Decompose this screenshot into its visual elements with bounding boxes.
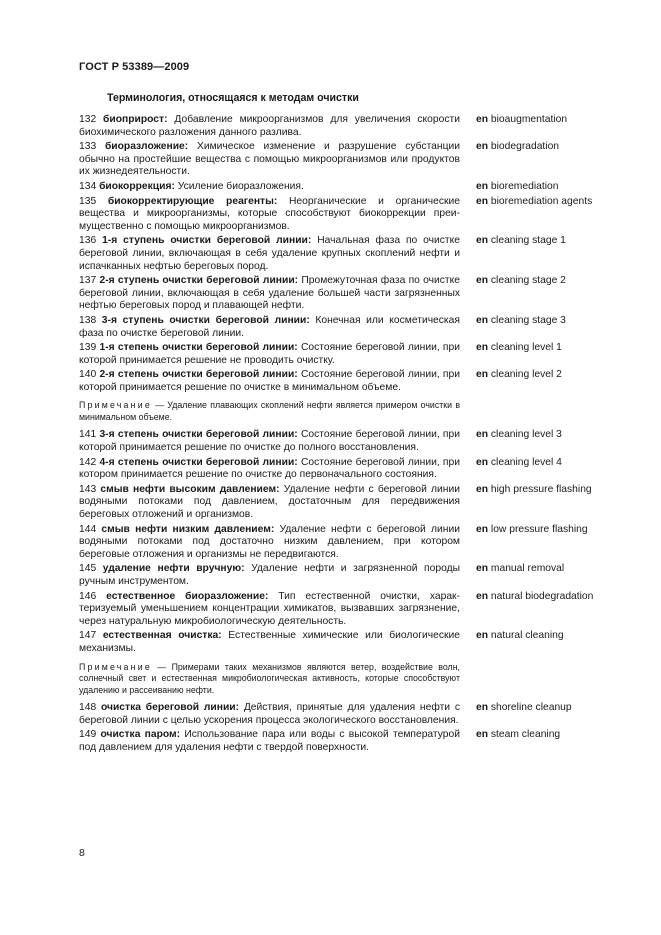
term-text: Состояние береговой линии, при которой принимается решение не проводить очистку. [79, 342, 460, 366]
term-number: 143 [79, 483, 97, 495]
section-title: Терминология, относящаяся к методам очистки [107, 92, 359, 104]
term-text: Естественные химические или биологические механизмы. [79, 630, 460, 654]
english-term: natural cleaning [490, 630, 564, 642]
term-entry [79, 114, 619, 139]
term-name: 1-я степень очистки береговой линии: [99, 342, 298, 354]
term-number: 148 [79, 702, 97, 714]
language-code: en [476, 141, 489, 153]
term-number: 135 [79, 195, 97, 207]
term-entry [79, 484, 619, 522]
term-name: 2-я степень очистки береговой линии: [99, 369, 298, 381]
term-number: 133 [79, 141, 97, 153]
english-term: cleaning level 2 [490, 369, 562, 381]
term-definition [79, 563, 460, 588]
term-number: 137 [79, 275, 97, 287]
term-text: Состояние береговой линии, при котором принимается решение по очистке до первоначального состояния. [79, 456, 460, 481]
term-name: естественная очистка: [102, 630, 222, 642]
note-label: Примечание [79, 661, 152, 672]
term-text: Удаление нефти и загрязненной породы ручным инструментом. [79, 563, 460, 587]
english-term: bioremediation agents [490, 195, 593, 207]
english-term: high pressure flashing [490, 483, 592, 495]
term-entry [79, 141, 619, 179]
term-name: 4-я степень очистки береговой линии: [99, 456, 298, 468]
term-entry [79, 275, 619, 313]
term-number: 142 [79, 456, 97, 468]
term-entry [79, 729, 619, 754]
english-equivalent [476, 630, 619, 655]
english-term: natural biodegradation [490, 590, 594, 602]
language-code: en [476, 369, 489, 381]
term-name: очистка береговой линии: [100, 702, 240, 714]
language-code: en [476, 456, 489, 468]
term-entry [79, 563, 619, 588]
english-equivalent [476, 181, 619, 194]
term-definition [79, 114, 460, 139]
language-code: en [476, 702, 489, 714]
language-code: en [476, 180, 489, 192]
term-definition [79, 235, 460, 273]
term-name: очистка паром: [100, 729, 181, 741]
term-number: 134 [79, 180, 97, 192]
term-name: 3-я степень очистки береговой линии: [99, 429, 298, 441]
term-entry [79, 369, 619, 394]
term-name: 1-я ступень очистки береговой линии: [102, 235, 312, 247]
english-equivalent [476, 369, 619, 394]
english-equivalent [476, 484, 619, 522]
language-code: en [476, 563, 489, 575]
term-text: Промежуточная фаза по очистке береговой линии, включающая в себя удаление большей части загрязненных нефтью береговых пород и плавающей нефти. [79, 275, 460, 312]
term-text: Добавление микроорганизмов для увеличения скорости биохимического разложения данного разлива. [79, 114, 460, 138]
note [79, 400, 460, 423]
term-text: Конечная или косметическая фаза по очистке береговой линии. [79, 314, 460, 339]
language-code: en [476, 235, 489, 247]
english-equivalent [476, 235, 619, 273]
language-code: en [476, 523, 489, 535]
term-definition [79, 630, 460, 655]
english-equivalent [476, 315, 619, 340]
term-definition [79, 729, 460, 754]
term-definition [79, 369, 460, 394]
term-entry [79, 342, 619, 367]
english-term: bioremediation [490, 180, 559, 192]
english-equivalent [476, 524, 619, 562]
term-definition [79, 315, 460, 340]
language-code: en [476, 729, 489, 741]
english-term: cleaning level 1 [490, 342, 562, 354]
term-definition [79, 484, 460, 522]
term-text: Усиление биоразложения. [177, 180, 304, 192]
term-text: Состояние береговой линии, при которой принимается решение по очистке до полного восстановления. [79, 429, 460, 454]
term-number: 140 [79, 369, 97, 381]
term-number: 139 [79, 342, 97, 354]
term-definition [79, 196, 460, 234]
term-number: 145 [79, 563, 97, 575]
term-list [79, 114, 619, 756]
term-definition [79, 342, 460, 367]
term-name: 3-я ступень очистки береговой линии: [101, 314, 310, 326]
term-name: 2-я ступень очистки береговой линии: [99, 275, 299, 287]
term-text: Химическое изменение и разрушение субстанции обычно на простейшие вещества с помощью микроорганизмов или продуктов их жизнедеятельности. [79, 141, 460, 178]
term-entry [79, 315, 619, 340]
language-code: en [476, 342, 489, 354]
term-name: естественное биоразложение: [106, 590, 269, 602]
english-equivalent [476, 114, 619, 139]
note-text: — Удаление плавающих скоплений нефти является примером очистки в минимальном объеме. [79, 400, 461, 422]
term-entry [79, 196, 619, 234]
english-equivalent [476, 275, 619, 313]
english-equivalent [476, 141, 619, 179]
term-definition [79, 181, 460, 194]
language-code: en [476, 429, 489, 441]
language-code: en [476, 314, 489, 326]
term-definition [79, 275, 460, 313]
english-term: steam cleaning [490, 729, 561, 741]
term-text: Удаление нефти с береговой линии водяными потоками под давлением, достаточным для передвижения береговых отложений и организмов. [79, 483, 460, 521]
term-name: удаление нефти вручную: [102, 563, 245, 575]
term-name: биоразложение: [104, 141, 189, 153]
term-number: 141 [79, 429, 97, 441]
language-code: en [476, 630, 489, 642]
english-term: biodegradation [490, 141, 560, 153]
english-equivalent [476, 342, 619, 367]
term-number: 147 [79, 630, 97, 642]
english-term: low pressure flashing [490, 523, 588, 535]
english-equivalent [476, 563, 619, 588]
english-equivalent [476, 702, 619, 727]
language-code: en [476, 590, 489, 602]
term-text: Действия, принятые для удаления нефти с береговой линии с целью ускорения процесса экологического восстановления. [79, 702, 460, 726]
document-code: ГОСТ Р 53389—2009 [79, 61, 190, 73]
english-equivalent [476, 429, 619, 454]
term-definition [79, 702, 460, 727]
term-entry [79, 524, 619, 562]
term-text: Использование пара или воды с высокой температурой под давлением для удаления нефти с твердой поверхности. [79, 729, 460, 753]
term-entry [79, 591, 619, 629]
term-entry [79, 702, 619, 727]
term-text: Удаление нефти с береговой линии водяными потоками под достаточно низким давлением, при котором береговые отложения и организмы не передвигаются. [79, 523, 460, 560]
english-term: bioaugmentation [490, 114, 568, 125]
language-code: en [476, 275, 489, 287]
term-definition [79, 141, 460, 179]
language-code: en [476, 114, 489, 125]
term-name: биокорректирующие реагенты: [107, 195, 278, 207]
term-number: 144 [79, 523, 97, 535]
term-number: 138 [79, 314, 97, 326]
term-number: 146 [79, 590, 97, 602]
english-term: cleaning stage 3 [490, 314, 566, 326]
english-term: manual removal [490, 563, 565, 575]
note [79, 662, 460, 697]
term-text: Неорганические и органические вещества и микроорганизмы, которые способствуют биокоррекции преимущественно с помощью микроорганизмов. [79, 195, 460, 232]
english-term: cleaning stage 1 [490, 235, 566, 247]
note-text: — Примерами таких механизмов являются ветер, воздействие волн, солнечный свет и естественная микробиологическая активность, которые способствуют удалению и рассеиванию нефти. [79, 661, 460, 695]
term-text: Тип естественной очистки, характеризуемый уменьшением концентрации химикатов, вызвавших загрязнение, через натуральную микробиологическую деятельность. [79, 590, 460, 627]
english-term: cleaning stage 2 [490, 275, 566, 287]
language-code: en [476, 195, 489, 207]
term-definition [79, 457, 460, 482]
term-name: смыв нефти низким давлением: [101, 523, 275, 535]
term-definition [79, 591, 460, 629]
term-name: биоприрост: [103, 114, 168, 125]
english-equivalent [476, 457, 619, 482]
english-equivalent [476, 591, 619, 629]
term-entry [79, 429, 619, 454]
term-text: Начальная фаза по очистке береговой линии, включающая в себя удаление крупных скоплений нефти и испачканных нефтью береговых пород. [79, 235, 460, 272]
term-number: 136 [79, 235, 97, 247]
term-entry [79, 235, 619, 273]
term-text: Состояние береговой линии, при которой принимается решение по очистке в минимальном объеме. [79, 369, 460, 393]
english-term: shoreline cleanup [490, 702, 572, 714]
term-definition [79, 524, 460, 562]
english-equivalent [476, 196, 619, 234]
term-number: 132 [79, 114, 97, 125]
term-definition [79, 429, 460, 454]
term-entry [79, 181, 619, 194]
english-term: cleaning level 3 [490, 429, 562, 441]
term-name: смыв нефти высоким давлением: [100, 483, 280, 495]
term-number: 149 [79, 729, 97, 741]
note-label: Примечание [79, 400, 152, 411]
term-entry [79, 457, 619, 482]
english-term: cleaning level 4 [490, 456, 562, 468]
english-equivalent [476, 729, 619, 754]
language-code: en [476, 483, 489, 495]
term-name: биокоррекция: [99, 180, 175, 192]
page-number: 8 [79, 847, 85, 859]
term-entry [79, 630, 619, 655]
